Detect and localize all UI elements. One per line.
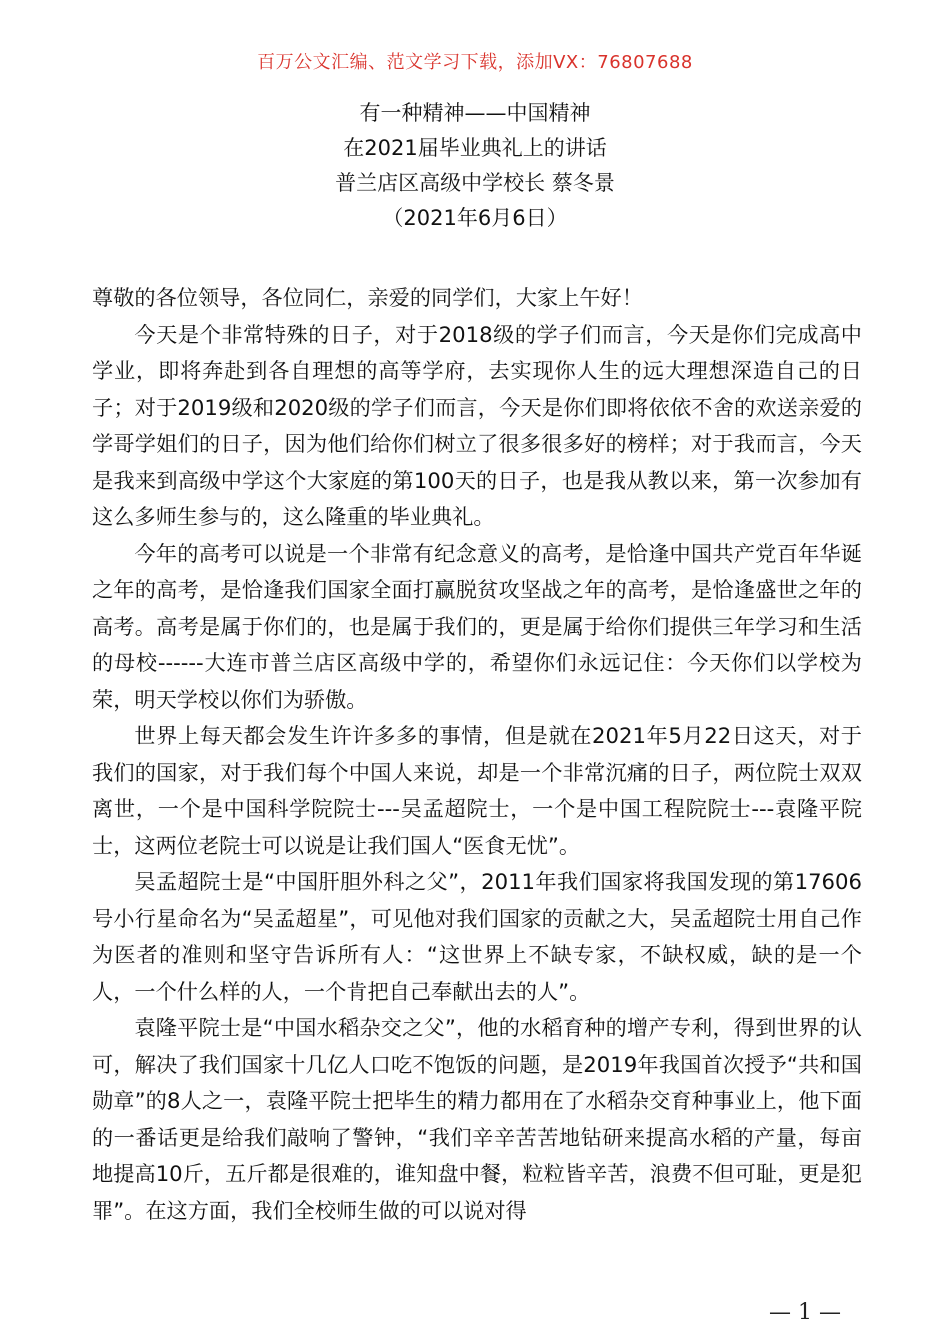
title-block: [0, 96, 950, 236]
paragraph: 今天是个非常特殊的日子，对于2018级的学子们而言，今天是你们完成高中学业，即将奔赴到各自理想的高等学府，去实现你人生的远大理想深造自己的日子；对于2019级和2020级的学子们而言，今天是你们即将依依不舍的欢送亲爱的学哥学姐们的日子，因为他们给你们树立了很多很多好的榜样；对于我而言，今天是我来到高级中学这个大家庭的第100天的日子，也是我从教以来，第一次参加有这么多师生参与的，这么隆重的毕业典礼。: [92, 321, 862, 529]
paragraph: 吴孟超院士是“中国肝胆外科之父”，2011年我们国家将我国发现的第17606号小行星命名为“吴孟超星”，可见他对我们国家的贡献之大，吴孟超院士用自己作为医者的准则和坚守告诉所有人：“这世界上不缺专家，不缺权威，缺的是一个人，一个什么样的人，一个肯把自己奉献出去的人”。: [92, 869, 862, 1004]
paragraph: 今年的高考可以说是一个非常有纪念意义的高考，是恰逢中国共产党百年华诞之年的高考，是恰逢我们国家全面打赢脱贫攻坚战之年的高考，是恰逢盛世之年的高考。高考是属于你们的，也是属于我们的，更是属于给你们提供三年学习和生活的母校------大连市普兰店区高级中学的，希望你们永远记住：今天你们以学校为荣，明天学校以你们为骄傲。: [92, 540, 862, 712]
greeting: 尊敬的各位领导，各位同仁，亲爱的同学们，大家上午好！: [92, 285, 643, 310]
speech-date: （2021年6月6日）: [382, 206, 568, 230]
paragraph: 袁隆平院士是“中国水稻杂交之父”，他的水稻育种的增产专利，得到世界的认可，解决了我们国家十几亿人口吃不饱饭的问题，是2019年我国首次授予“共和国勋章”的8人之一，袁隆平院士把毕生的精力都用在了水稻杂交育种事业上，他下面的一番话更是给我们敲响了警钟，“我们辛辛苦苦地钻研来提高水稻的产量，每亩地提高10斤，五斤都是很难的，谁知盘中餐，粒粒皆辛苦，浪费不但可耻，更是犯罪”。在这方面，我们全校师生做的可以说对得: [92, 1015, 862, 1223]
speaker-line: 普兰店区高级中学校长 蔡冬景: [335, 171, 615, 195]
page-number: — 1 —: [769, 1300, 841, 1325]
speech-body: [92, 280, 862, 1229]
speech-title: 有一种精神——中国精神: [359, 101, 591, 125]
watermark-banner: 百万公文汇编、范文学习下载，添加VX：76807688: [257, 52, 693, 73]
paragraph: 世界上每天都会发生许许多多的事情，但是就在2021年5月22日这天，对于我们的国家，对于我们每个中国人来说，却是一个非常沉痛的日子，两位院士双双离世，一个是中国科学院院士---吴孟超院士，一个是中国工程院院士---袁隆平院士，这两位老院士可以说是让我们国人“医食无忧”。: [92, 723, 862, 858]
speech-occasion: 在2021届毕业典礼上的讲话: [343, 136, 607, 160]
